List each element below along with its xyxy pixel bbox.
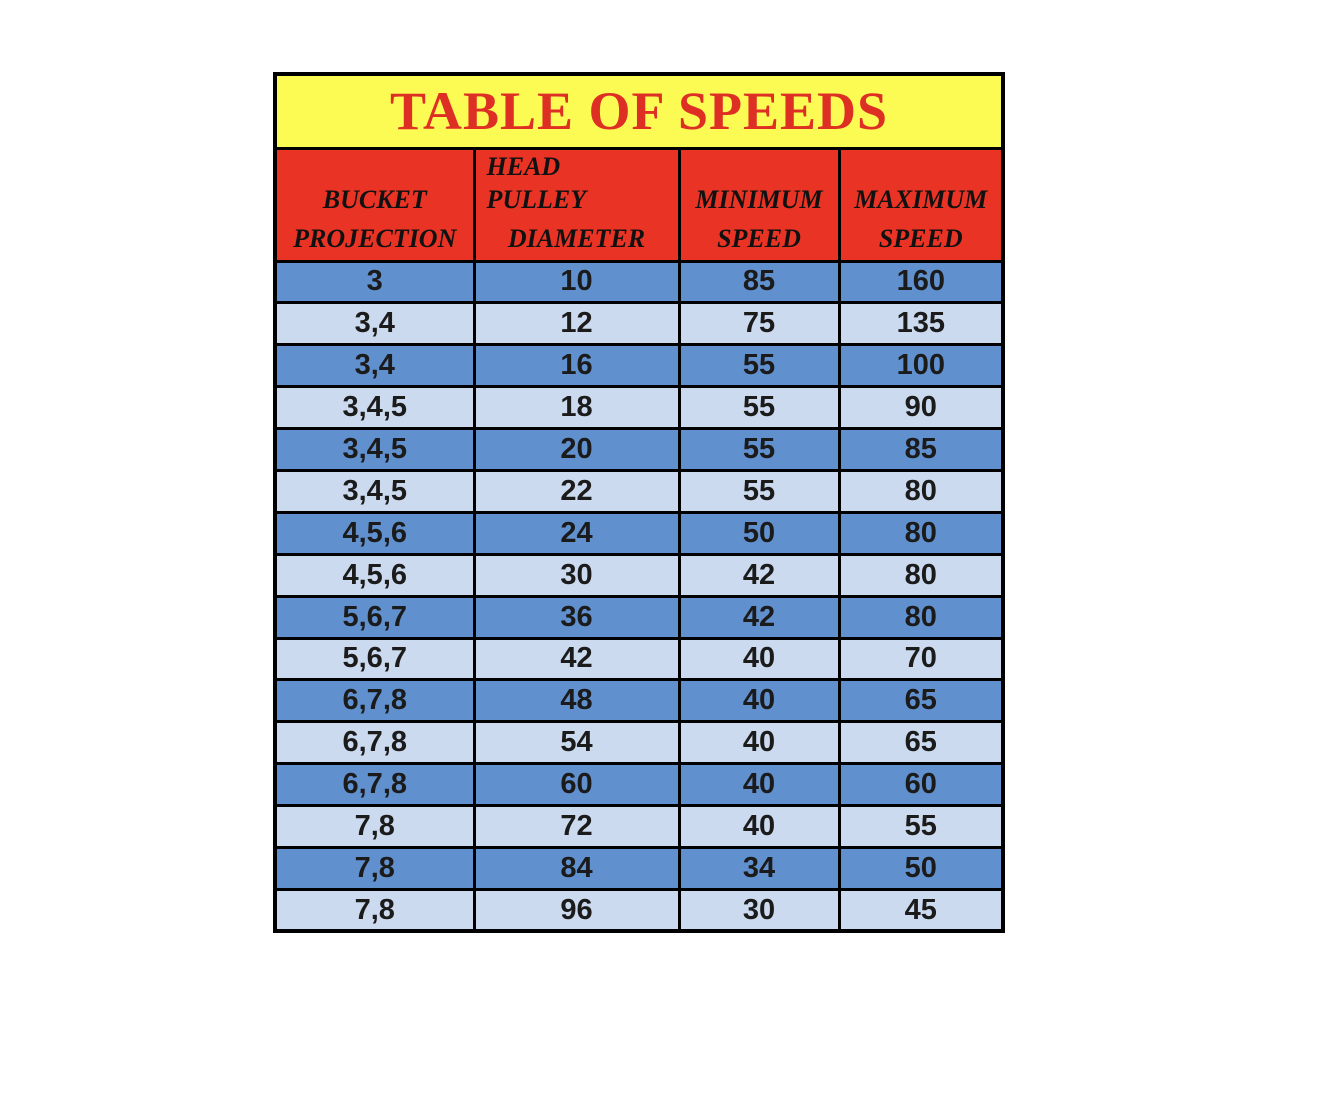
table-cell: 7,8 — [275, 847, 474, 889]
table-cell: 5,6,7 — [275, 638, 474, 680]
table-cell: 50 — [679, 512, 839, 554]
column-header-minimum-speed — [679, 148, 839, 261]
table-cell: 3,4,5 — [275, 470, 474, 512]
table-cell: 3,4,5 — [275, 429, 474, 471]
table-cell: 60 — [474, 764, 679, 806]
table-cell: 85 — [839, 429, 1003, 471]
table-cell: 18 — [474, 387, 679, 429]
table-row — [275, 345, 1003, 387]
table-cell: 50 — [839, 847, 1003, 889]
table-row — [275, 722, 1003, 764]
column-header-maximum-speed — [839, 148, 1003, 261]
table-row — [275, 764, 1003, 806]
table-cell: 85 — [679, 261, 839, 303]
table-cell: 20 — [474, 429, 679, 471]
table-cell: 6,7,8 — [275, 680, 474, 722]
table-cell: 5,6,7 — [275, 596, 474, 638]
table-cell: 24 — [474, 512, 679, 554]
table-cell: 84 — [474, 847, 679, 889]
header-line: BUCKET — [322, 184, 427, 214]
table-cell: 65 — [839, 722, 1003, 764]
table-row — [275, 429, 1003, 471]
header-row — [275, 148, 1003, 261]
table-row — [275, 638, 1003, 680]
column-header-bucket-projection — [275, 148, 474, 261]
table-row — [275, 512, 1003, 554]
table-cell: 4,5,6 — [275, 512, 474, 554]
table-cell: 55 — [679, 387, 839, 429]
table-cell: 36 — [474, 596, 679, 638]
table-cell: 30 — [474, 554, 679, 596]
table-row — [275, 303, 1003, 345]
table-row — [275, 261, 1003, 303]
header-line: MINIMUM — [695, 184, 823, 214]
table-row — [275, 554, 1003, 596]
header-line: SPEED — [878, 223, 963, 253]
header-line: SPEED — [717, 223, 801, 253]
page-title: TABLE OF SPEEDS — [389, 81, 889, 142]
table-row — [275, 387, 1003, 429]
table-cell: 45 — [839, 889, 1003, 931]
table-row — [275, 847, 1003, 889]
table-cell: 12 — [474, 303, 679, 345]
table-cell: 90 — [839, 387, 1003, 429]
table-cell: 55 — [679, 429, 839, 471]
table-cell: 48 — [474, 680, 679, 722]
table-cell: 30 — [679, 889, 839, 931]
table-cell: 96 — [474, 889, 679, 931]
column-header-head-pulley-diameter — [474, 148, 679, 261]
header-line: PULLEY — [486, 184, 587, 214]
table-cell: 40 — [679, 722, 839, 764]
table-cell: 80 — [839, 554, 1003, 596]
table-cell: 22 — [474, 470, 679, 512]
table-row — [275, 680, 1003, 722]
table-cell: 34 — [679, 847, 839, 889]
table-cell: 6,7,8 — [275, 764, 474, 806]
table-cell: 72 — [474, 806, 679, 848]
table-cell: 3 — [275, 261, 474, 303]
table-cell: 16 — [474, 345, 679, 387]
table-cell: 135 — [839, 303, 1003, 345]
table-cell: 75 — [679, 303, 839, 345]
table-cell: 3,4,5 — [275, 387, 474, 429]
table-cell: 70 — [839, 638, 1003, 680]
table-cell: 40 — [679, 680, 839, 722]
table-cell: 60 — [839, 764, 1003, 806]
table-cell: 65 — [839, 680, 1003, 722]
table-cell: 40 — [679, 806, 839, 848]
table-cell: 55 — [679, 345, 839, 387]
table-cell: 6,7,8 — [275, 722, 474, 764]
header-line: DIAMETER — [507, 223, 646, 253]
header-line: HEAD — [486, 151, 561, 181]
table-cell: 80 — [839, 470, 1003, 512]
speeds-table — [273, 72, 1005, 933]
table-cell: 40 — [679, 638, 839, 680]
header-line: MAXIMUM — [854, 184, 988, 214]
table-cell: 3,4 — [275, 345, 474, 387]
table-cell: 160 — [839, 261, 1003, 303]
table-cell: 55 — [679, 470, 839, 512]
table-cell: 80 — [839, 512, 1003, 554]
table-of-speeds — [273, 72, 1005, 933]
table-cell: 7,8 — [275, 889, 474, 931]
table-cell: 4,5,6 — [275, 554, 474, 596]
table-cell: 42 — [679, 596, 839, 638]
header-line: PROJECTION — [293, 223, 457, 253]
table-cell: 100 — [839, 345, 1003, 387]
table-row — [275, 806, 1003, 848]
table-row — [275, 889, 1003, 931]
title-row — [275, 74, 1003, 148]
table-cell: 54 — [474, 722, 679, 764]
table-row — [275, 596, 1003, 638]
table-row — [275, 470, 1003, 512]
table-cell: 42 — [679, 554, 839, 596]
table-cell: 80 — [839, 596, 1003, 638]
table-cell: 55 — [839, 806, 1003, 848]
table-cell: 7,8 — [275, 806, 474, 848]
table-cell: 10 — [474, 261, 679, 303]
table-cell: 42 — [474, 638, 679, 680]
table-cell: 40 — [679, 764, 839, 806]
title-cell — [275, 74, 1003, 148]
table-cell: 3,4 — [275, 303, 474, 345]
